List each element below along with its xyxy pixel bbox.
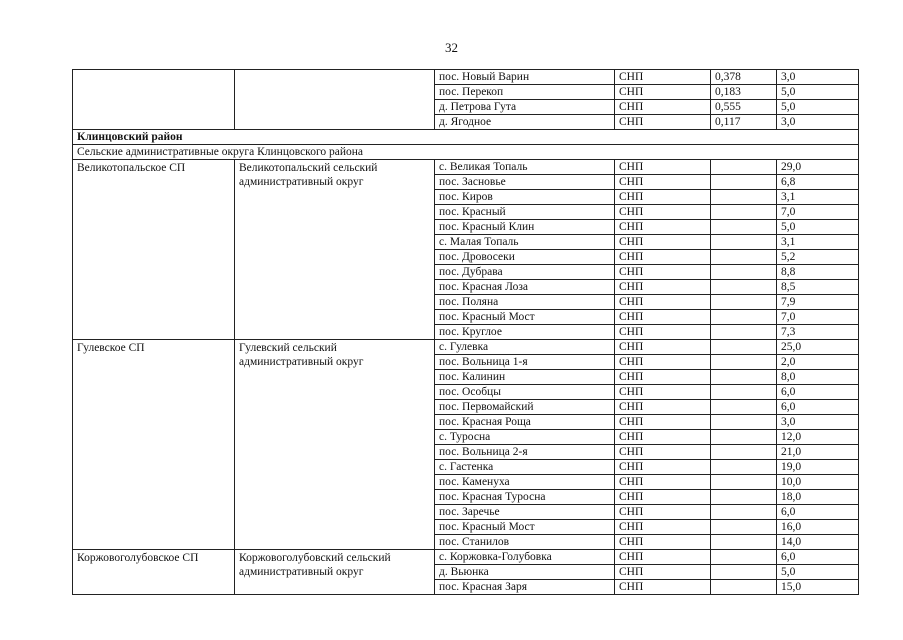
distance-cell: 3,0 — [777, 70, 859, 85]
type-cell: СНП — [615, 235, 711, 250]
type-cell: СНП — [615, 445, 711, 460]
type-cell: СНП — [615, 355, 711, 370]
distance-cell: 8,0 — [777, 370, 859, 385]
settlement-cell: д. Петрова Гута — [435, 100, 615, 115]
settlement-cell: пос. Первомайский — [435, 400, 615, 415]
distance-cell: 5,2 — [777, 250, 859, 265]
distance-cell: 29,0 — [777, 160, 859, 175]
area-cell — [711, 295, 777, 310]
settlement-cell: пос. Перекоп — [435, 85, 615, 100]
type-cell: СНП — [615, 70, 711, 85]
area-cell — [711, 160, 777, 175]
distance-cell: 6,8 — [777, 175, 859, 190]
table-body — [73, 70, 859, 595]
type-cell: СНП — [615, 190, 711, 205]
settlement-cell: пос. Калинин — [435, 370, 615, 385]
distance-cell: 5,0 — [777, 100, 859, 115]
area-cell — [711, 430, 777, 445]
type-cell: СНП — [615, 100, 711, 115]
type-cell: СНП — [615, 205, 711, 220]
area-cell — [711, 565, 777, 580]
settlement-cell: пос. Новый Варин — [435, 70, 615, 85]
distance-cell: 8,5 — [777, 280, 859, 295]
settlement-cell: пос. Красная Туросна — [435, 490, 615, 505]
distance-cell: 7,0 — [777, 205, 859, 220]
distance-cell: 5,0 — [777, 565, 859, 580]
distance-cell: 2,0 — [777, 355, 859, 370]
area-cell — [711, 175, 777, 190]
distance-cell: 3,0 — [777, 115, 859, 130]
distance-cell: 5,0 — [777, 220, 859, 235]
type-cell: СНП — [615, 160, 711, 175]
distance-cell: 3,1 — [777, 235, 859, 250]
settlement-cell: пос. Красная Роща — [435, 415, 615, 430]
area-cell — [711, 190, 777, 205]
settlement-cell: с. Коржовка-Голубовка — [435, 550, 615, 565]
distance-cell: 5,0 — [777, 85, 859, 100]
distance-cell: 7,0 — [777, 310, 859, 325]
distance-cell: 19,0 — [777, 460, 859, 475]
page-number: 32 — [445, 40, 458, 55]
settlement-cell: пос. Особцы — [435, 385, 615, 400]
settlement-cell: д. Вьюнка — [435, 565, 615, 580]
settlement-cell: д. Ягодное — [435, 115, 615, 130]
type-cell: СНП — [615, 550, 711, 565]
type-cell: СНП — [615, 565, 711, 580]
type-cell: СНП — [615, 340, 711, 355]
district-row — [73, 130, 859, 145]
settlement-cell: с. Великая Топаль — [435, 160, 615, 175]
distance-cell: 14,0 — [777, 535, 859, 550]
distance-cell: 8,8 — [777, 265, 859, 280]
settlement-cell: пос. Красная Лоза — [435, 280, 615, 295]
settlement-cell: пос. Поляна — [435, 295, 615, 310]
area-cell — [711, 355, 777, 370]
settlement-cell: с. Малая Топаль — [435, 235, 615, 250]
settlement-cell: с. Гулевка — [435, 340, 615, 355]
type-cell: СНП — [615, 535, 711, 550]
okrug-cell — [235, 70, 435, 130]
area-cell — [711, 325, 777, 340]
area-cell: 0,183 — [711, 85, 777, 100]
okrug-name: Великотопальский сельский административный округ — [235, 160, 435, 340]
distance-cell: 21,0 — [777, 445, 859, 460]
area-cell — [711, 445, 777, 460]
settlement-cell: пос. Красный Мост — [435, 310, 615, 325]
type-cell: СНП — [615, 520, 711, 535]
settlement-cell: пос. Засновье — [435, 175, 615, 190]
okrug-name: Коржовоголубовский сельский административный округ — [235, 550, 435, 595]
area-cell — [711, 400, 777, 415]
distance-cell: 12,0 — [777, 430, 859, 445]
area-cell — [711, 340, 777, 355]
settlement-cell: пос. Заречье — [435, 505, 615, 520]
sp-name: Коржовоголубовское СП — [73, 550, 235, 595]
settlement-cell: пос. Круглое — [435, 325, 615, 340]
sp-name: Великотопальское СП — [73, 160, 235, 340]
type-cell: СНП — [615, 370, 711, 385]
area-cell: 0,117 — [711, 115, 777, 130]
area-cell — [711, 520, 777, 535]
area-cell — [711, 235, 777, 250]
table-row — [73, 550, 859, 565]
area-cell — [711, 505, 777, 520]
settlements-table — [72, 69, 859, 595]
settlement-cell: пос. Красный Мост — [435, 520, 615, 535]
area-cell — [711, 580, 777, 595]
type-cell: СНП — [615, 415, 711, 430]
settlement-cell: пос. Дубрава — [435, 265, 615, 280]
distance-cell: 6,0 — [777, 550, 859, 565]
subtitle-row — [73, 145, 859, 160]
distance-cell: 7,3 — [777, 325, 859, 340]
section-subtitle: Сельские административные округа Клинцовского района — [73, 145, 859, 160]
type-cell: СНП — [615, 250, 711, 265]
area-cell — [711, 265, 777, 280]
type-cell: СНП — [615, 325, 711, 340]
distance-cell: 3,0 — [777, 415, 859, 430]
settlement-cell: пос. Красный — [435, 205, 615, 220]
type-cell: СНП — [615, 175, 711, 190]
type-cell: СНП — [615, 400, 711, 415]
type-cell: СНП — [615, 280, 711, 295]
settlement-cell: пос. Красная Заря — [435, 580, 615, 595]
settlement-cell: пос. Киров — [435, 190, 615, 205]
type-cell: СНП — [615, 580, 711, 595]
settlement-cell: пос. Дровосеки — [435, 250, 615, 265]
distance-cell: 16,0 — [777, 520, 859, 535]
settlement-cell: пос. Вольница 2-я — [435, 445, 615, 460]
area-cell — [711, 220, 777, 235]
type-cell: СНП — [615, 295, 711, 310]
distance-cell: 10,0 — [777, 475, 859, 490]
distance-cell: 6,0 — [777, 385, 859, 400]
area-cell — [711, 415, 777, 430]
type-cell: СНП — [615, 505, 711, 520]
area-cell: 0,555 — [711, 100, 777, 115]
type-cell: СНП — [615, 310, 711, 325]
distance-cell: 3,1 — [777, 190, 859, 205]
type-cell: СНП — [615, 490, 711, 505]
type-cell: СНП — [615, 85, 711, 100]
distance-cell: 25,0 — [777, 340, 859, 355]
area-cell: 0,378 — [711, 70, 777, 85]
type-cell: СНП — [615, 115, 711, 130]
table-row — [73, 340, 859, 355]
settlement-cell: пос. Вольница 1-я — [435, 355, 615, 370]
area-cell — [711, 250, 777, 265]
distance-cell: 7,9 — [777, 295, 859, 310]
table-row — [73, 160, 859, 175]
okrug-name: Гулевский сельский административный округ — [235, 340, 435, 550]
distance-cell: 18,0 — [777, 490, 859, 505]
area-cell — [711, 385, 777, 400]
sp-cell — [73, 70, 235, 130]
type-cell: СНП — [615, 220, 711, 235]
type-cell: СНП — [615, 475, 711, 490]
type-cell: СНП — [615, 430, 711, 445]
settlement-cell: с. Гастенка — [435, 460, 615, 475]
settlement-cell: пос. Станилов — [435, 535, 615, 550]
area-cell — [711, 310, 777, 325]
area-cell — [711, 475, 777, 490]
area-cell — [711, 490, 777, 505]
type-cell: СНП — [615, 460, 711, 475]
area-cell — [711, 370, 777, 385]
distance-cell: 15,0 — [777, 580, 859, 595]
distance-cell: 6,0 — [777, 400, 859, 415]
area-cell — [711, 550, 777, 565]
settlement-cell: пос. Красный Клин — [435, 220, 615, 235]
district-title: Клинцовский район — [73, 130, 859, 145]
area-cell — [711, 535, 777, 550]
settlement-cell: с. Туросна — [435, 430, 615, 445]
distance-cell: 6,0 — [777, 505, 859, 520]
area-cell — [711, 280, 777, 295]
type-cell: СНП — [615, 385, 711, 400]
settlement-cell: пос. Каменуха — [435, 475, 615, 490]
area-cell — [711, 460, 777, 475]
table-row — [73, 70, 859, 85]
type-cell: СНП — [615, 265, 711, 280]
sp-name: Гулевское СП — [73, 340, 235, 550]
area-cell — [711, 205, 777, 220]
